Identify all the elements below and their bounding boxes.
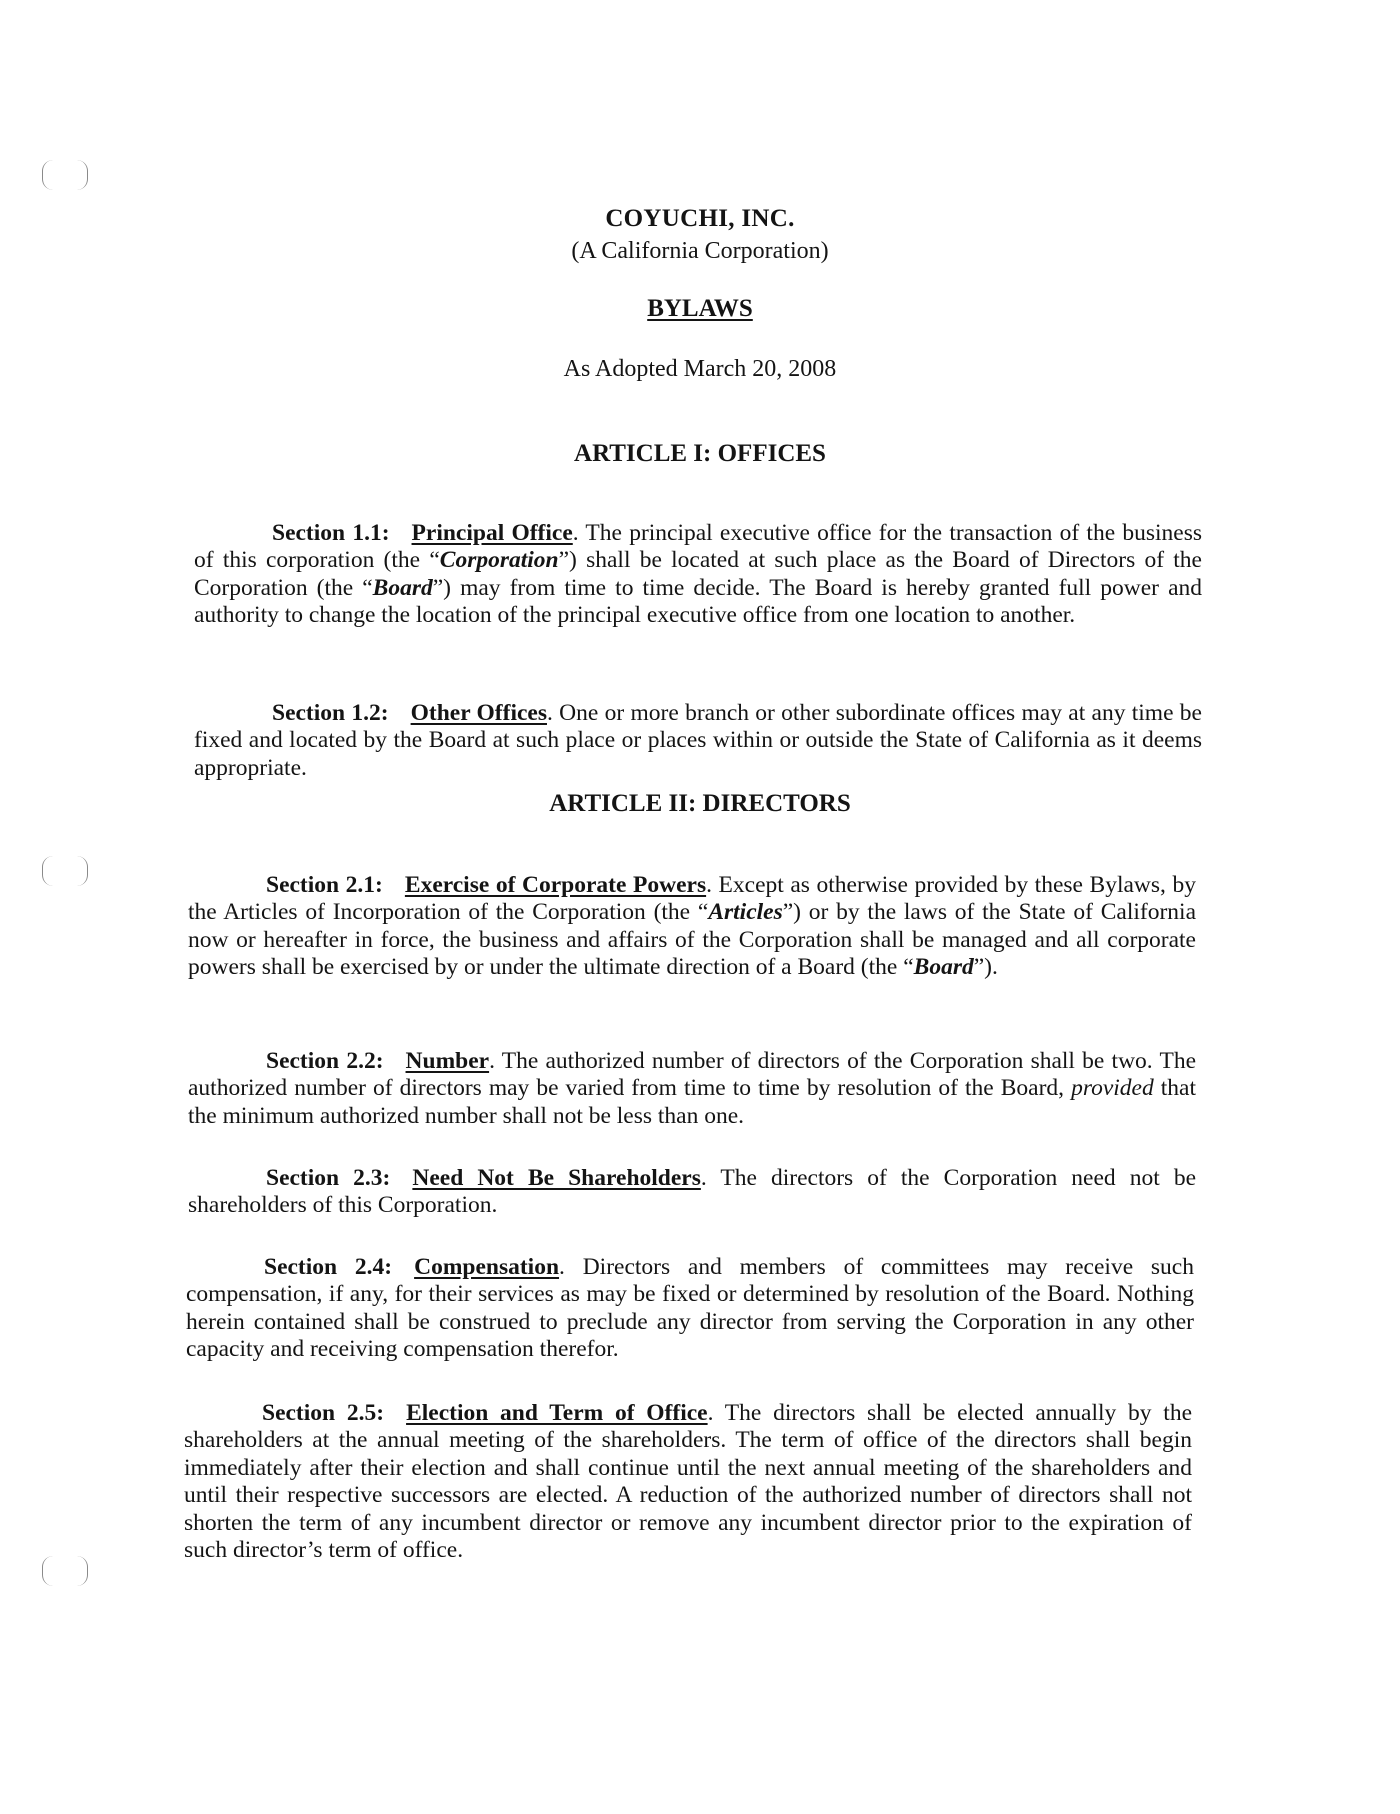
section-paragraph [188, 872, 1196, 982]
document-title: BYLAWS [647, 295, 753, 322]
section-paragraph [186, 1254, 1194, 1364]
section-paragraph [194, 520, 1202, 630]
section-text: . One or more branch or other subordinate offices may at any time be fixed and located by the Board at such place or places within or outside the State of California as it deems appropriate. [194, 699, 1202, 781]
punch-hole-mark [42, 856, 88, 890]
section-paragraph [194, 700, 1202, 783]
section-text: ”). [973, 954, 998, 981]
section-text: . The directors shall be elected annually by the shareholders at the annual meeting of the shareholders. The term of office of the directors shall begin immediately after their election and shall continue until the next annual meeting of the shareholders and until their respective successors are elected. A reduction of the authorized number of directors shall not shorten the term of any incumbent director or remove any incumbent director prior to the expiration of such director’s term of office. [184, 1399, 1192, 1564]
section-title: Election and Term of Office [406, 1399, 708, 1426]
section-number: Section 2.2: [266, 1047, 384, 1074]
section-title: Need Not Be Shareholders [412, 1164, 701, 1191]
adoption-date: As Adopted March 20, 2008 [563, 356, 837, 382]
section-number: Section 2.3: [266, 1164, 391, 1191]
section-number: Section 2.1: [266, 871, 383, 898]
section-text: ”) may from time to time decide. The Board is hereby granted full power and authority to change the location of the principal executive office from one location to another. [194, 574, 1202, 629]
section-text: . The authorized number of directors of the Corporation shall be two. The authorized number of directors may be varied from time to time by resolution of the Board, [188, 1047, 1197, 1102]
section-text: . The principal executive office for the transaction of the business of this corporation (the “ [194, 519, 1202, 574]
section-number: Section 1.1: [272, 519, 390, 546]
section-number: Section 1.2: [272, 699, 389, 726]
defined-term: Articles [708, 899, 783, 926]
punch-hole-mark [42, 1556, 88, 1590]
defined-term: Board [372, 574, 433, 601]
section-text: ”) shall be located at such place as the Board of Directors of the Corporation (the “ [194, 547, 1202, 601]
section-text: . Except as otherwise provided by these Bylaws, by the Articles of Incorporation of the Corporation (the “ [188, 871, 1196, 926]
defined-term: Board [913, 954, 974, 981]
section-title: Other Offices [410, 699, 547, 726]
section-title: Number [405, 1047, 490, 1074]
section-paragraph [188, 1048, 1196, 1131]
punch-hole-mark [42, 160, 88, 194]
section-number: Section 2.4: [264, 1253, 393, 1280]
company-name: COYUCHI, INC. [605, 205, 795, 232]
italic-term: provided [1071, 1075, 1154, 1102]
section-text: that the minimum authorized number shall not be less than one. [188, 1075, 1196, 1129]
company-subtitle: (A California Corporation) [571, 238, 829, 264]
article-heading: ARTICLE I: OFFICES [574, 440, 826, 467]
section-title: Compensation [414, 1253, 560, 1280]
section-text: ”) or by the laws of the State of California now or hereafter in force, the business and affairs of the Corporation shall be managed and all corporate powers shall be exercised by or under the ultimate direction of a Board (the “ [188, 899, 1196, 981]
section-text: . Directors and members of committees may receive such compensation, if any, for their services as may be fixed or determined by resolution of the Board. Nothing herein contained shall be construed to preclude any director from serving the Corporation in any other capacity and receiving compensation therefor. [186, 1253, 1194, 1363]
section-title: Exercise of Corporate Powers [404, 871, 707, 898]
section-title: Principal Office [411, 519, 573, 546]
defined-term: Corporation [439, 547, 559, 574]
section-number: Section 2.5: [262, 1399, 385, 1426]
article-heading: ARTICLE II: DIRECTORS [549, 790, 851, 817]
section-paragraph [188, 1165, 1196, 1220]
section-text: . The directors of the Corporation need not be shareholders of this Corporation. [188, 1164, 1196, 1219]
section-paragraph [184, 1400, 1192, 1566]
